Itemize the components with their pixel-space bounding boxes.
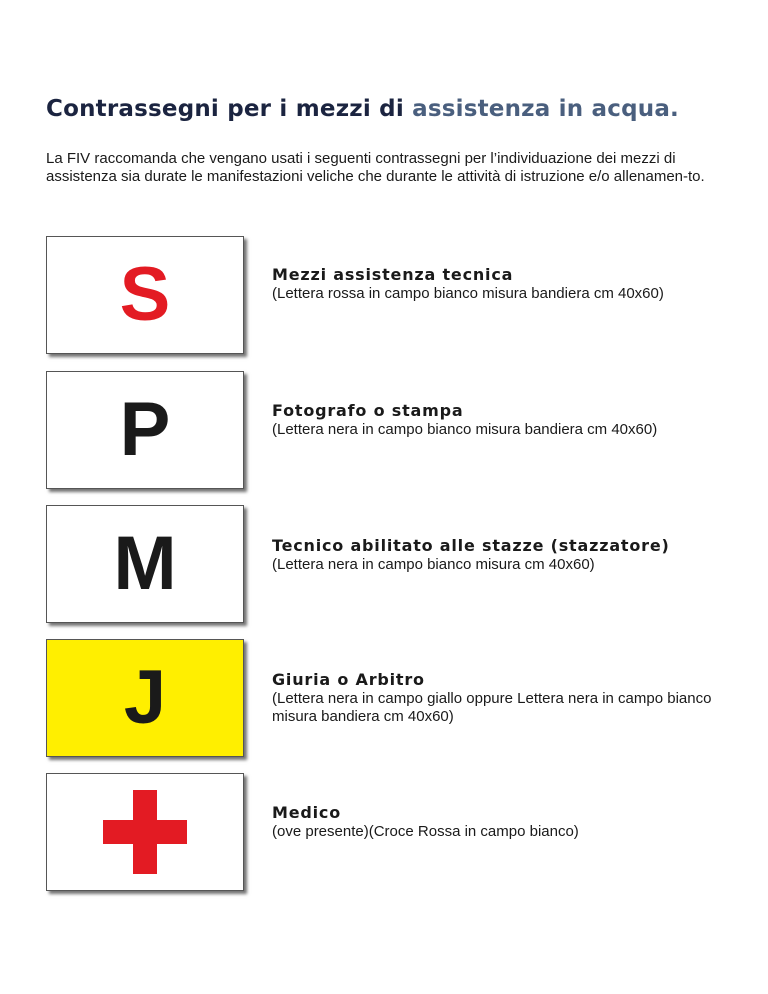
title-part-1: Contrassegni per i mezzi di [46, 96, 404, 122]
intro-paragraph: La FIV raccomanda che vengano usati i seguenti contrassegni per l’individuazione dei mezzi di assistenza sia durate le manifestazioni veliche che durante le attività di istruzione e/o allenamen-to. [46, 150, 705, 185]
flag-s [46, 236, 244, 354]
flag-s-label [272, 265, 742, 303]
flag-j-label [272, 670, 742, 726]
flag-m-letter: M [113, 521, 177, 606]
flag-p-description: (Lettera nera in campo bianco misura bandiera cm 40x60) [272, 421, 658, 438]
flag-m-label [272, 536, 742, 574]
flag-m-description: (Lettera nera in campo bianco misura cm 40x60) [272, 556, 595, 573]
flag-s-heading: Mezzi assistenza tecnica [272, 265, 514, 284]
flag-p [46, 371, 244, 489]
flag-m-heading: Tecnico abilitato alle stazze (stazzatore) [272, 536, 670, 555]
title-part-2: assistenza in acqua. [412, 96, 679, 122]
flag-p-heading: Fotografo o stampa [272, 401, 464, 420]
flag-s-letter: S [119, 252, 171, 337]
red-cross-vertical-bar [133, 790, 157, 874]
flag-medico-heading: Medico [272, 803, 341, 822]
flag-m [46, 505, 244, 623]
flag-p-letter: P [119, 387, 171, 472]
flag-medico [46, 773, 244, 891]
flag-j-description: (Lettera nera in campo giallo oppure Lettera nera in campo bianco misura bandiera cm 40x60) [272, 690, 712, 725]
flag-j-heading: Giuria o Arbitro [272, 670, 425, 689]
page-title [46, 96, 679, 122]
flag-medico-label [272, 803, 742, 841]
flag-s-description: (Lettera rossa in campo bianco misura bandiera cm 40x60) [272, 285, 664, 302]
flag-medico-description: (ove presente)(Croce Rossa in campo bianco) [272, 823, 579, 840]
red-cross-icon [103, 790, 187, 874]
flag-j [46, 639, 244, 757]
flag-j-letter: J [123, 655, 167, 740]
flag-p-label [272, 401, 742, 439]
